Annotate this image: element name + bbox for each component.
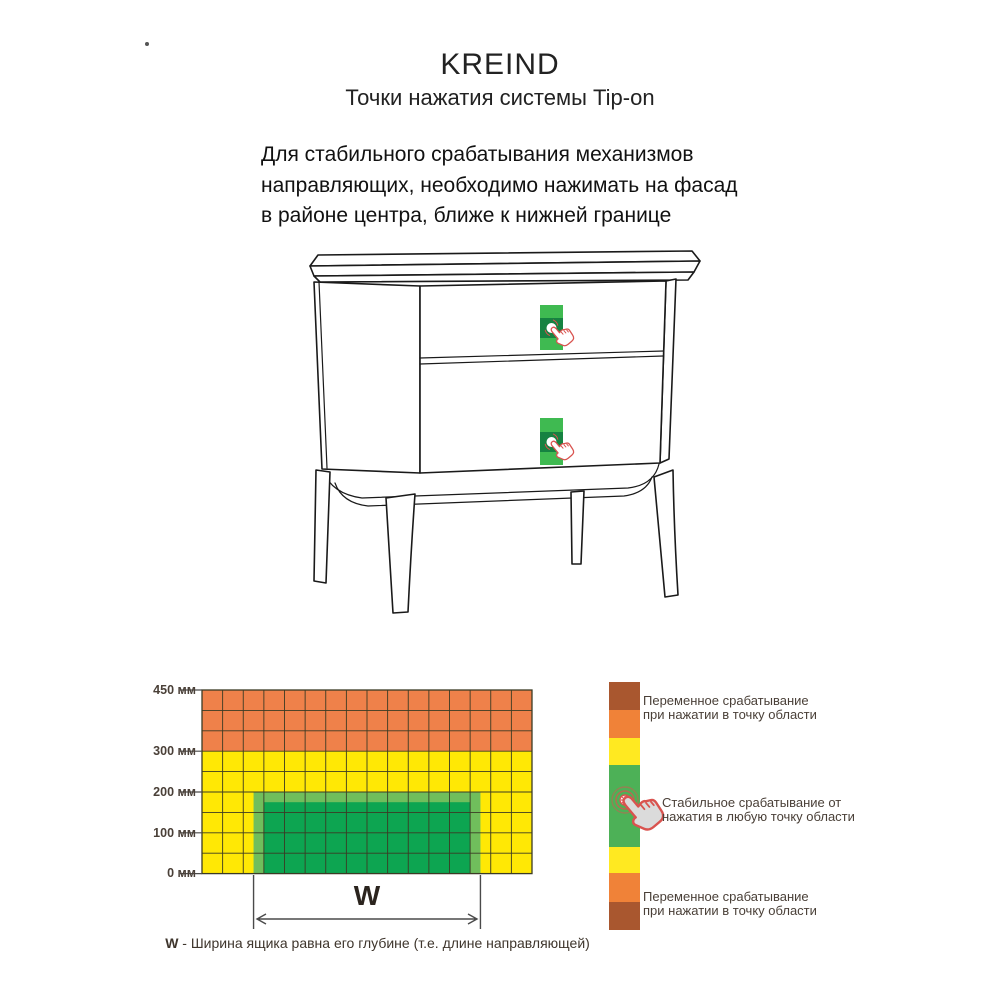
legend-item-variable-bottom: Переменное срабатывание при нажатии в точку области — [643, 889, 817, 918]
leg-front-left — [386, 494, 415, 613]
tick-label-200: 200 мм — [153, 785, 196, 799]
tick-label-0: 0 мм — [167, 866, 196, 880]
legend-strip-orange-bottom — [609, 873, 640, 902]
legend-strip-orange-top — [609, 710, 640, 738]
tick-label-300: 300 мм — [153, 744, 196, 758]
legend-item-stable: Стабильное срабатывание от нажатия в любую точку области — [662, 795, 855, 824]
stray-dot — [145, 42, 149, 46]
width-caption — [150, 935, 605, 951]
axis-ticks — [180, 690, 202, 874]
cabinet-left-panel — [314, 282, 420, 473]
intro-line: Для стабильного срабатывания механизмов — [261, 143, 694, 166]
legend-strip-brown-bottom — [609, 902, 640, 930]
intro-line: направляющих, необходимо нажимать на фасад — [261, 173, 738, 197]
brand-title: KREIND — [440, 48, 560, 81]
leg-rear-left — [314, 470, 330, 583]
leg-front-right — [654, 470, 678, 597]
page-subtitle: Точки нажатия системы Tip-on — [345, 85, 655, 110]
intro-text — [261, 140, 761, 232]
nightstand-illustration — [240, 246, 710, 636]
width-caption-text: - Ширина ящика равна его глубине (т.е. длине направляющей) — [178, 935, 590, 951]
tick-label-450: 450 мм — [153, 683, 196, 697]
width-caption-w: W — [165, 935, 179, 951]
intro-line: в районе центра, ближе к нижней границе — [261, 204, 672, 227]
width-dimension-label: W — [353, 880, 381, 911]
dimension-arrow — [257, 914, 477, 924]
tick-label-100: 100 мм — [153, 826, 196, 840]
legend-strip-yellow-top — [609, 738, 640, 765]
legend-item-variable-top: Переменное срабатывание при нажатии в точку области — [643, 693, 817, 722]
legend-strip-brown-top — [609, 682, 640, 710]
leg-rear-right — [571, 491, 584, 564]
